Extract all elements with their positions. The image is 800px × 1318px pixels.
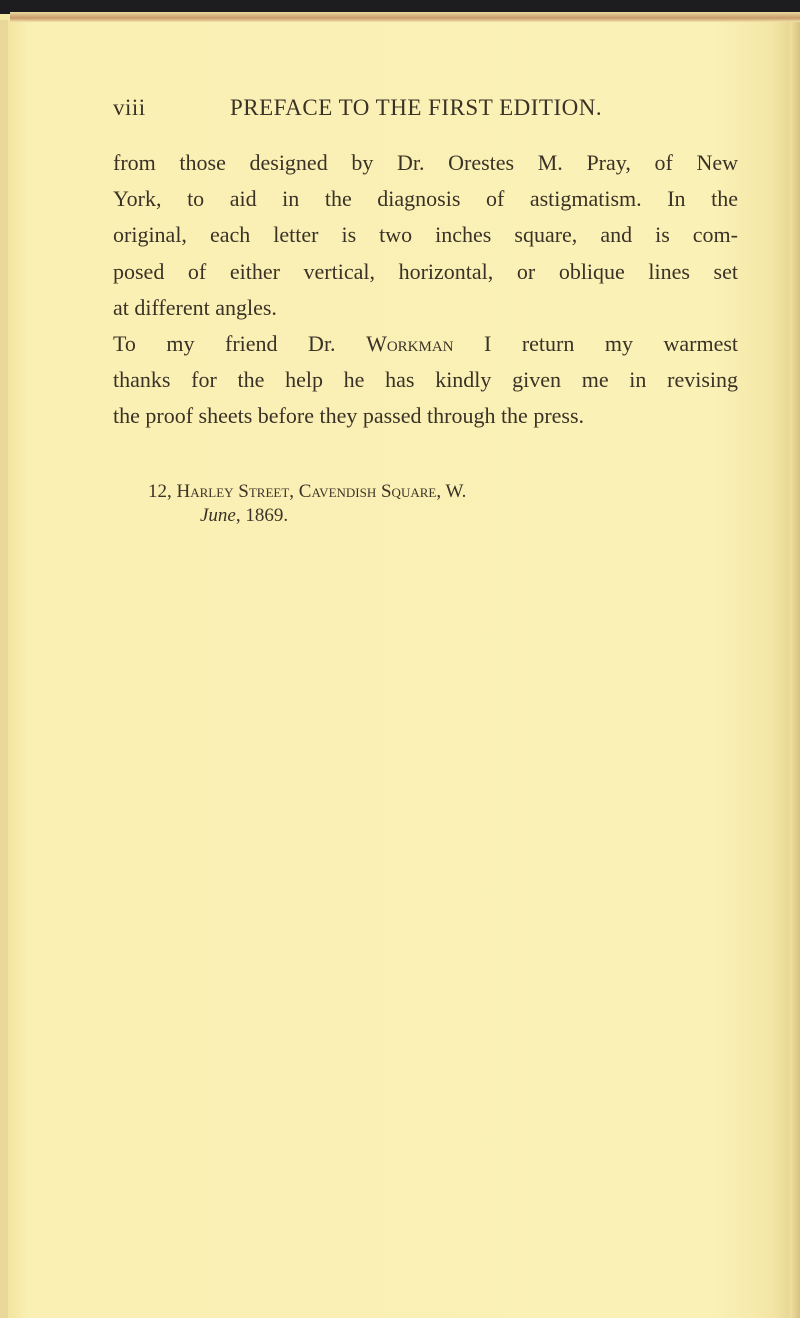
text-line: from those designed by Dr. Orestes M. Pray, of New [113,150,738,175]
text-line: York, to aid in the diagnosis of astigmatism. In the [113,186,738,212]
text-line: at different angles. [113,294,277,320]
page-right-edge [790,20,800,1318]
page-number: viii [113,95,146,120]
page-top-edge [10,12,800,22]
name-workman: Workman [366,330,454,356]
body-text [113,145,738,435]
date-year: , 1869. [235,505,289,526]
text-run: I return my warmest [453,330,739,356]
text-line: thanks for the help he has kindly given me in revising [113,367,738,393]
text-line: original, each letter is two inches square, and is com- [113,222,738,248]
page-left-edge [0,20,8,1318]
text-run: To my friend Dr. [113,330,367,356]
address: 12, Harley Street, Cavendish Square, W. [148,481,467,502]
text-line: the proof sheets before they passed through the press. [113,403,585,429]
date-line [200,505,288,527]
text-line: posed of either vertical, horizontal, or oblique lines set [113,258,738,284]
date-month: June [200,505,236,526]
running-title: PREFACE TO THE FIRST EDITION. [230,95,603,120]
paragraph-2-first-line [113,326,738,362]
